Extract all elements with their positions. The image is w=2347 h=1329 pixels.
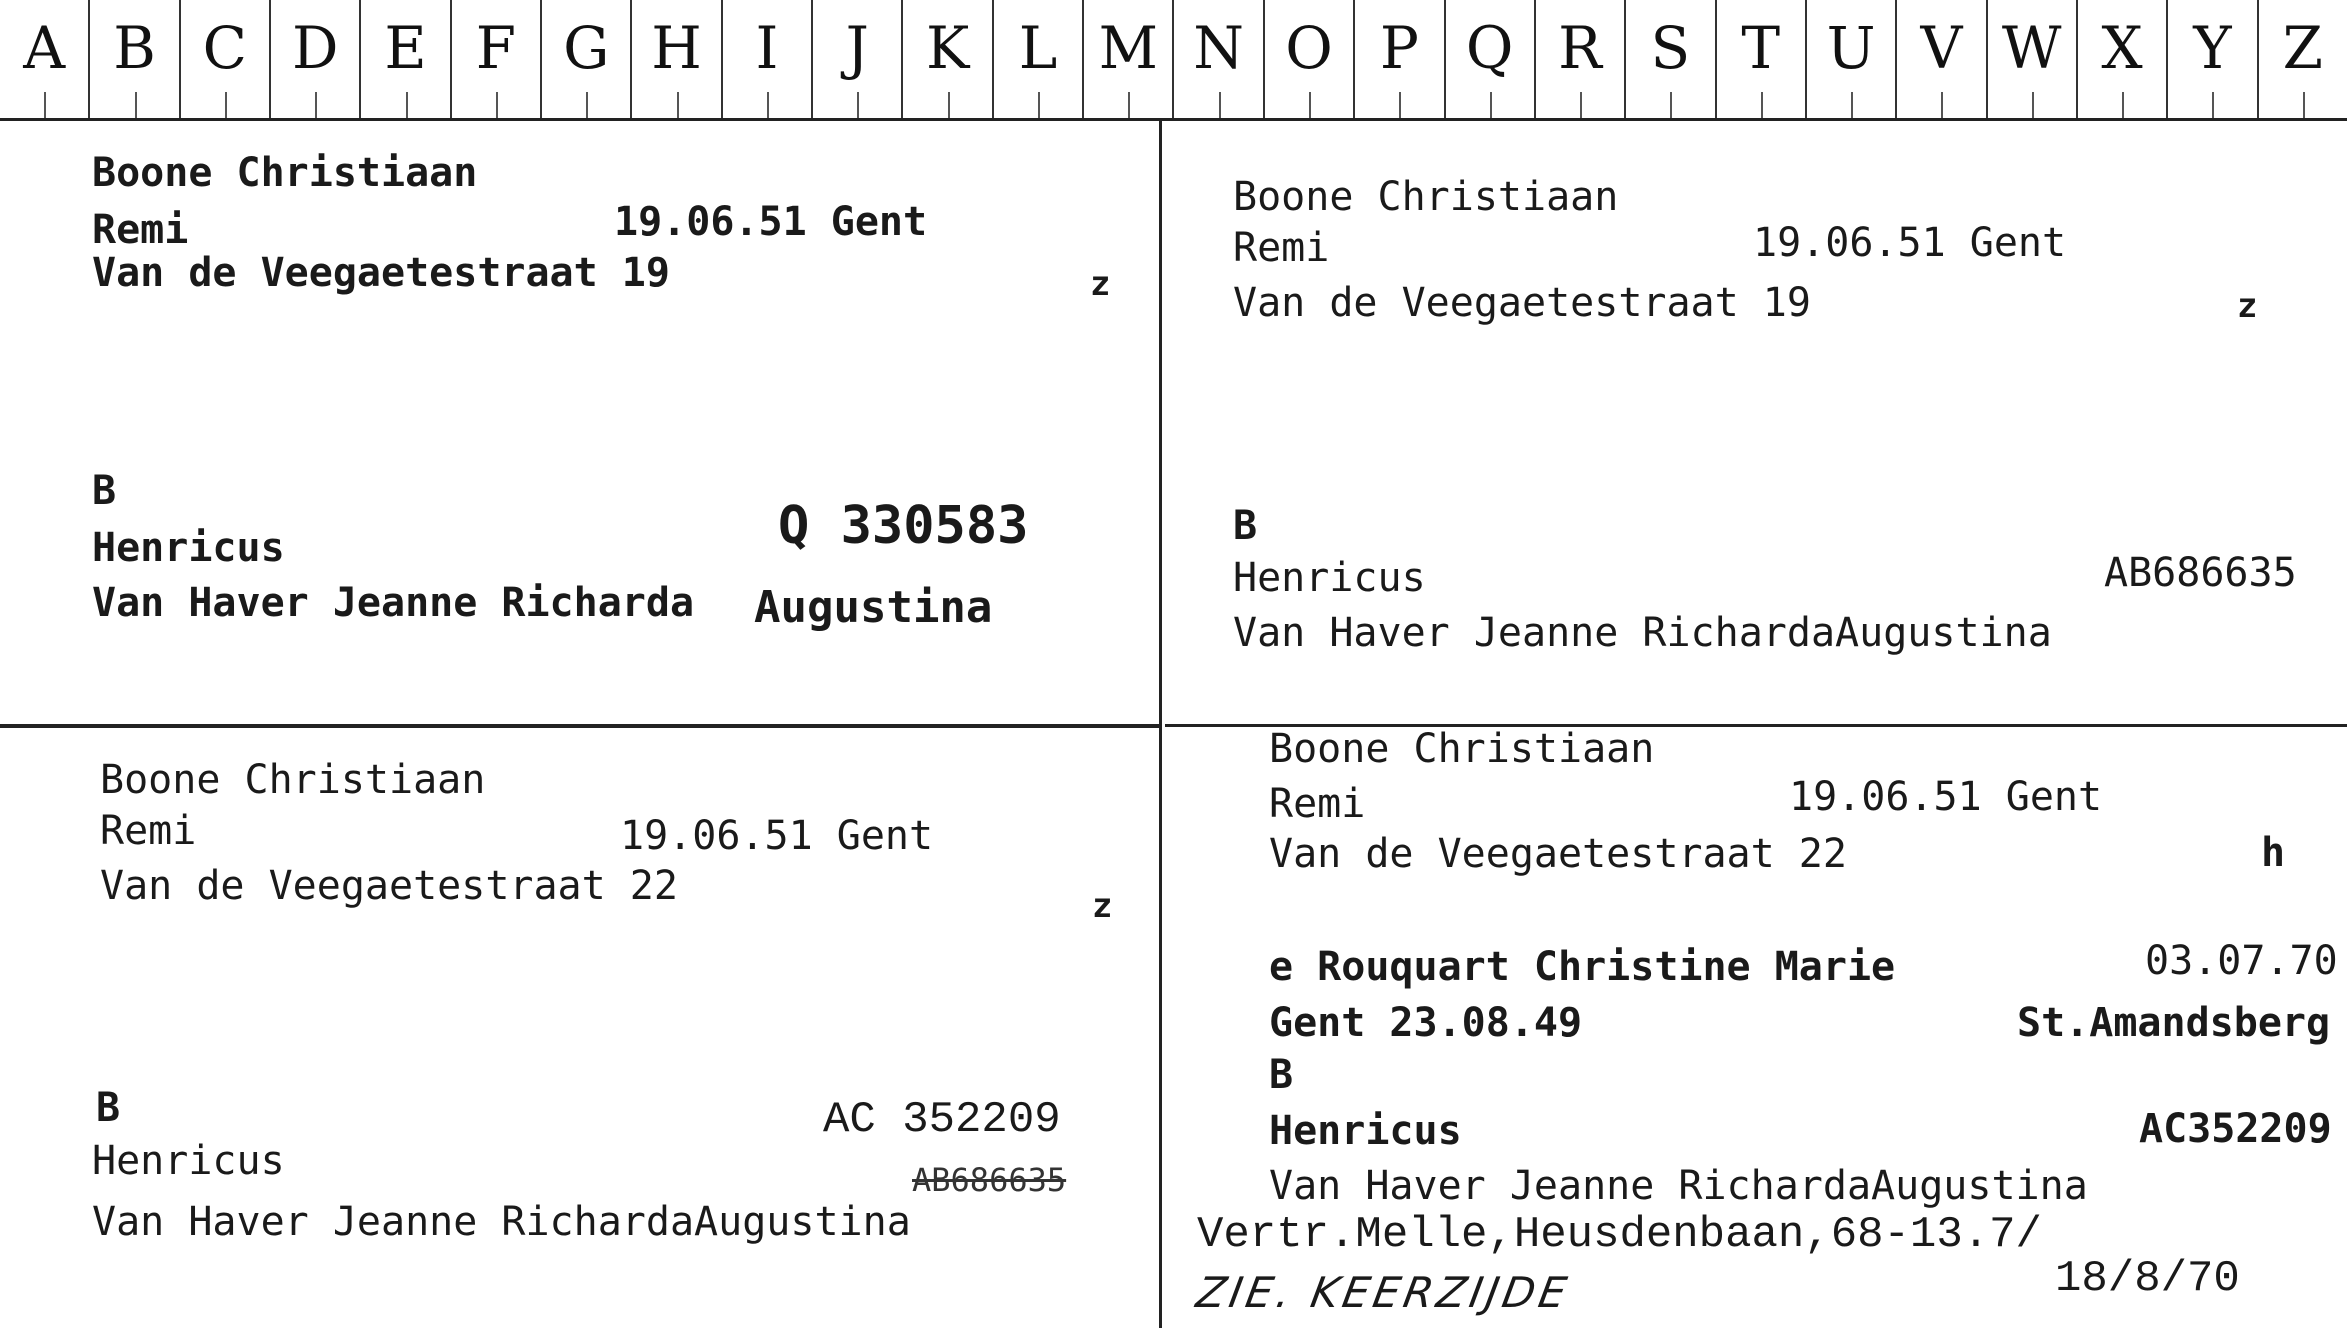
card-father: Henricus	[1233, 555, 1426, 601]
alphabet-letter-n: N	[1172, 0, 1262, 118]
alphabet-letter-i: I	[721, 0, 811, 118]
card-number: Q 330583	[778, 496, 1029, 556]
card-birth: 19.06.51 Gent	[614, 199, 928, 245]
card-mother: Van Haver Jeanne RichardaAugustina	[1269, 1163, 2088, 1209]
card-number: AC352209	[2139, 1106, 2332, 1152]
card-first-name: Remi	[1233, 225, 1330, 271]
alphabet-letter-c: C	[179, 0, 269, 118]
alphabet-letter-m: M	[1082, 0, 1172, 118]
card-address: Van de Veegaetestraat 22	[1269, 831, 1847, 877]
alphabet-letter-w: W	[1986, 0, 2076, 118]
alphabet-letter-p: P	[1353, 0, 1443, 118]
alphabet-letter-h: H	[630, 0, 720, 118]
alphabet-letter-f: F	[450, 0, 540, 118]
card-father: Henricus	[1269, 1108, 1462, 1154]
alphabet-letter-o: O	[1263, 0, 1353, 118]
card-initial: B	[92, 468, 117, 514]
index-card-2	[1165, 121, 2347, 727]
card-name: Boone Christiaan	[1269, 726, 1655, 772]
card-birth: 19.06.51 Gent	[620, 813, 934, 859]
alphabet-letter-e: E	[359, 0, 449, 118]
alphabet-index-bar	[0, 0, 2347, 121]
card-marriage-place: St.Amandsberg	[2017, 1000, 2331, 1046]
index-card-4	[1165, 727, 2347, 1327]
alphabet-letter-y: Y	[2166, 0, 2256, 118]
alphabet-letter-z: Z	[2257, 0, 2347, 118]
card-mother: Van Haver Jeanne Richarda	[92, 580, 695, 626]
card-mother: Van Haver Jeanne RichardaAugustina	[1233, 610, 2052, 656]
alphabet-letter-b: B	[88, 0, 178, 118]
card-initial: B	[96, 1085, 121, 1131]
card-first-name: Remi	[1269, 781, 1366, 827]
index-card-3	[0, 727, 1162, 1328]
card-address: Van de Veegaetestraat 19	[92, 250, 670, 296]
card-mother-extra: Augustina	[754, 582, 993, 633]
card-departure-date: 18/8/70	[2055, 1254, 2240, 1304]
card-first-name: Remi	[100, 808, 197, 854]
alphabet-letter-s: S	[1624, 0, 1714, 118]
card-code: z	[2237, 286, 2258, 326]
card-birth: 19.06.51 Gent	[1753, 220, 2067, 266]
card-spouse-birth: Gent 23.08.49	[1269, 1000, 1583, 1046]
card-father: Henricus	[92, 1138, 285, 1184]
alphabet-letter-x: X	[2076, 0, 2166, 118]
card-birth: 19.06.51 Gent	[1789, 774, 2103, 820]
alphabet-letter-j: J	[811, 0, 901, 118]
alphabet-letter-r: R	[1534, 0, 1624, 118]
alphabet-letter-k: K	[901, 0, 991, 118]
alphabet-letter-u: U	[1805, 0, 1895, 118]
index-card-1	[0, 121, 1162, 727]
card-father: Henricus	[92, 525, 285, 571]
card-code: z	[1092, 886, 1113, 926]
card-initial: B	[1233, 503, 1258, 549]
alphabet-letter-g: G	[540, 0, 630, 118]
card-departure: Vertr.Melle,Heusdenbaan,68-13.7/	[1197, 1210, 2042, 1260]
card-name: Boone Christiaan	[92, 150, 478, 196]
alphabet-letter-t: T	[1715, 0, 1805, 118]
alphabet-letter-a: A	[0, 0, 88, 118]
card-name: Boone Christiaan	[100, 757, 486, 803]
card-code: z	[1090, 264, 1111, 304]
card-mother: Van Haver Jeanne RichardaAugustina	[92, 1199, 911, 1245]
card-number: AC 352209	[823, 1095, 1061, 1145]
card-address: Van de Veegaetestraat 19	[1233, 280, 1811, 326]
card-number: AB686635	[2104, 550, 2297, 596]
alphabet-letter-d: D	[269, 0, 359, 118]
alphabet-letter-l: L	[992, 0, 1082, 118]
alphabet-letter-q: Q	[1444, 0, 1534, 118]
card-first-name: Remi	[92, 207, 189, 253]
card-see-reverse: ZIE. KEERZIJDE	[1192, 1268, 1575, 1317]
card-marriage-date: 03.07.70	[2145, 938, 2338, 984]
card-old-number: AB686635	[912, 1161, 1067, 1199]
card-name: Boone Christiaan	[1233, 174, 1619, 220]
card-initial: B	[1269, 1052, 1294, 1098]
card-code: h	[2261, 830, 2286, 876]
card-address: Van de Veegaetestraat 22	[100, 863, 678, 909]
alphabet-letter-v: V	[1895, 0, 1985, 118]
card-spouse: e Rouquart Christine Marie	[1269, 944, 1896, 990]
